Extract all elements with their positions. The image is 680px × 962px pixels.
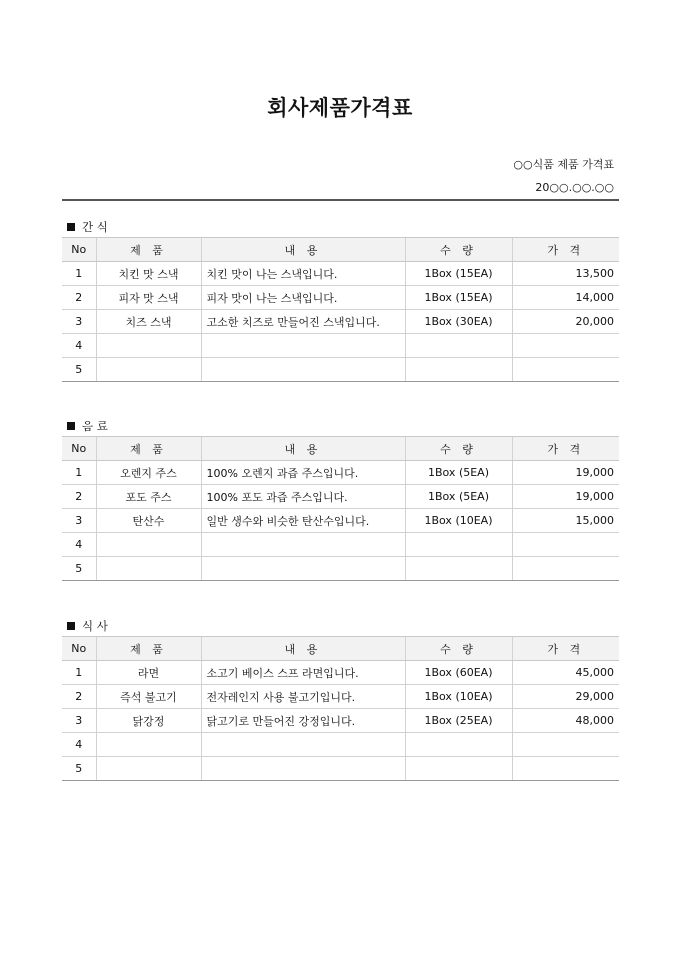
cell-no: 1: [62, 262, 96, 286]
cell-price: [512, 533, 619, 557]
cell-desc: 100% 포도 과즙 주스입니다.: [201, 485, 405, 509]
column-header-name: 제 품: [96, 637, 201, 661]
cell-price: [512, 757, 619, 781]
cell-qty: 1Box (5EA): [405, 485, 512, 509]
table-header-row: [62, 238, 619, 262]
cell-no: 3: [62, 310, 96, 334]
column-header-name: 제 품: [96, 437, 201, 461]
table-row: [62, 310, 619, 334]
cell-qty: 1Box (15EA): [405, 262, 512, 286]
cell-no: 1: [62, 461, 96, 485]
cell-price: [512, 358, 619, 382]
cell-qty: 1Box (10EA): [405, 509, 512, 533]
cell-name: 포도 주스: [96, 485, 201, 509]
table-row: [62, 661, 619, 685]
cell-no: 5: [62, 557, 96, 581]
table-row: [62, 757, 619, 781]
cell-qty: [405, 334, 512, 358]
cell-price: 48,000: [512, 709, 619, 733]
cell-name: [96, 358, 201, 382]
column-header-desc: 내 용: [201, 238, 405, 262]
column-header-price: 가 격: [512, 637, 619, 661]
square-bullet-icon: [67, 622, 75, 630]
cell-no: 4: [62, 533, 96, 557]
cell-name: 오렌지 주스: [96, 461, 201, 485]
section-title: [67, 219, 108, 235]
square-bullet-icon: [67, 422, 75, 430]
column-header-qty: 수 량: [405, 437, 512, 461]
table-header-row: [62, 637, 619, 661]
price-table: [62, 636, 619, 781]
cell-qty: 1Box (30EA): [405, 310, 512, 334]
cell-desc: [201, 757, 405, 781]
cell-no: 3: [62, 509, 96, 533]
section-title-text: 식 사: [82, 619, 108, 633]
cell-price: 15,000: [512, 509, 619, 533]
cell-no: 4: [62, 733, 96, 757]
cell-no: 4: [62, 334, 96, 358]
cell-price: [512, 557, 619, 581]
cell-price: [512, 733, 619, 757]
price-table: [62, 436, 619, 581]
cell-desc: 고소한 치즈로 만들어진 스낵입니다.: [201, 310, 405, 334]
column-header-price: 가 격: [512, 238, 619, 262]
cell-desc: [201, 533, 405, 557]
table-row: [62, 286, 619, 310]
cell-qty: [405, 533, 512, 557]
column-header-name: 제 품: [96, 238, 201, 262]
column-header-desc: 내 용: [201, 637, 405, 661]
company-label: ○○식품 제품 가격표: [513, 158, 614, 171]
column-header-qty: 수 량: [405, 238, 512, 262]
document-title: 회사제품가격표: [267, 96, 413, 120]
table-row: [62, 358, 619, 382]
cell-qty: [405, 733, 512, 757]
cell-desc: 치킨 맛이 나는 스낵입니다.: [201, 262, 405, 286]
column-header-desc: 내 용: [201, 437, 405, 461]
cell-desc: 일반 생수와 비슷한 탄산수입니다.: [201, 509, 405, 533]
column-header-qty: 수 량: [405, 637, 512, 661]
cell-name: 라면: [96, 661, 201, 685]
cell-desc: 피자 맛이 나는 스낵입니다.: [201, 286, 405, 310]
cell-price: 19,000: [512, 461, 619, 485]
cell-desc: [201, 557, 405, 581]
column-header-no: No: [62, 437, 96, 461]
cell-name: 즉석 불고기: [96, 685, 201, 709]
table-row: [62, 509, 619, 533]
cell-no: 5: [62, 358, 96, 382]
table-row: [62, 334, 619, 358]
table-row: [62, 262, 619, 286]
cell-qty: 1Box (15EA): [405, 286, 512, 310]
cell-price: 20,000: [512, 310, 619, 334]
cell-name: 닭강정: [96, 709, 201, 733]
cell-qty: 1Box (5EA): [405, 461, 512, 485]
cell-no: 2: [62, 685, 96, 709]
section-title: [67, 618, 108, 634]
cell-name: [96, 757, 201, 781]
section-title-text: 음 료: [82, 419, 108, 433]
cell-qty: [405, 757, 512, 781]
cell-desc: 소고기 베이스 스프 라면입니다.: [201, 661, 405, 685]
cell-no: 2: [62, 485, 96, 509]
header-divider: [62, 199, 619, 201]
cell-name: 피자 맛 스낵: [96, 286, 201, 310]
cell-price: 29,000: [512, 685, 619, 709]
document-date: 20○○.○○.○○: [535, 181, 614, 194]
section-title-text: 간 식: [82, 220, 108, 234]
column-header-no: No: [62, 238, 96, 262]
column-header-price: 가 격: [512, 437, 619, 461]
table-row: [62, 709, 619, 733]
cell-desc: [201, 358, 405, 382]
square-bullet-icon: [67, 223, 75, 231]
table-row: [62, 557, 619, 581]
table-header-row: [62, 437, 619, 461]
table-row: [62, 485, 619, 509]
table-row: [62, 533, 619, 557]
cell-no: 1: [62, 661, 96, 685]
cell-qty: [405, 358, 512, 382]
cell-desc: 전자레인지 사용 불고기입니다.: [201, 685, 405, 709]
cell-name: [96, 334, 201, 358]
table-row: [62, 685, 619, 709]
cell-desc: [201, 733, 405, 757]
cell-desc: 100% 오렌지 과즙 주스입니다.: [201, 461, 405, 485]
cell-no: 2: [62, 286, 96, 310]
cell-price: 13,500: [512, 262, 619, 286]
cell-price: [512, 334, 619, 358]
cell-price: 14,000: [512, 286, 619, 310]
cell-name: 탄산수: [96, 509, 201, 533]
cell-qty: [405, 557, 512, 581]
cell-name: 치킨 맛 스낵: [96, 262, 201, 286]
cell-desc: 닭고기로 만들어진 강정입니다.: [201, 709, 405, 733]
table-row: [62, 733, 619, 757]
cell-desc: [201, 334, 405, 358]
cell-qty: 1Box (60EA): [405, 661, 512, 685]
cell-name: [96, 533, 201, 557]
cell-no: 3: [62, 709, 96, 733]
column-header-no: No: [62, 637, 96, 661]
cell-no: 5: [62, 757, 96, 781]
cell-qty: 1Box (10EA): [405, 685, 512, 709]
price-table: [62, 237, 619, 382]
cell-qty: 1Box (25EA): [405, 709, 512, 733]
cell-name: 치즈 스낵: [96, 310, 201, 334]
cell-price: 45,000: [512, 661, 619, 685]
table-row: [62, 461, 619, 485]
cell-name: [96, 733, 201, 757]
section-title: [67, 418, 108, 434]
cell-name: [96, 557, 201, 581]
cell-price: 19,000: [512, 485, 619, 509]
